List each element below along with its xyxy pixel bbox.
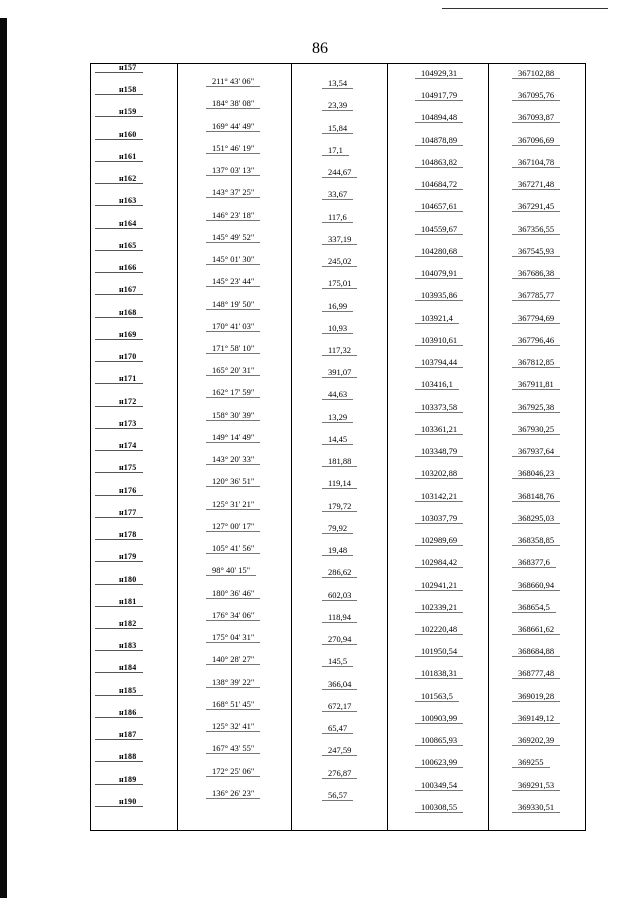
x-coordinate: 103935,86 (421, 290, 458, 301)
direction-angle: 125° 32' 41" (212, 721, 255, 732)
y-coordinate: 367911,81 (518, 379, 554, 390)
direction-angle: 137° 03' 13" (212, 165, 255, 176)
point-id: н165 (119, 240, 137, 250)
segment-length: 175,01 (328, 278, 352, 289)
segment-length: 247,59 (328, 745, 352, 756)
direction-angle: 149° 14' 49" (212, 431, 255, 442)
y-coordinate: 369149,12 (518, 712, 555, 723)
point-id: н172 (119, 396, 137, 406)
direction-angle: 167° 43' 55" (212, 743, 255, 754)
point-id: н174 (119, 441, 137, 451)
x-coordinate: 104684,72 (421, 179, 458, 190)
x-coordinate: 103361,21 (421, 423, 458, 434)
point-id: н158 (119, 85, 137, 95)
direction-angle: 120° 36' 51" (212, 476, 255, 487)
binding-edge (0, 18, 7, 898)
direction-angle: 138° 39' 22" (212, 676, 255, 687)
segment-length: 602,03 (328, 589, 352, 600)
point-id: н171 (119, 374, 137, 384)
point-id: н160 (119, 129, 137, 139)
direction-angle: 105° 41' 56" (212, 543, 255, 554)
point-id: н166 (119, 263, 137, 273)
y-coordinate: 367104,78 (518, 156, 555, 167)
segment-length: 15,84 (328, 122, 348, 133)
point-id: н189 (119, 774, 137, 784)
x-coordinate: 104929,31 (421, 68, 458, 78)
x-coordinate: 102941,21 (421, 579, 458, 590)
segment-length: 276,87 (328, 767, 352, 778)
y-coordinate: 369255 (518, 757, 544, 768)
direction-angle: 148° 19' 50" (212, 298, 255, 309)
y-coordinate: 367794,69 (518, 312, 555, 323)
segment-length: 117,6 (328, 211, 347, 222)
direction-angle: 169° 44' 49" (212, 120, 255, 131)
y-coordinate: 367545,93 (518, 245, 555, 256)
point-id: н186 (119, 707, 137, 717)
direction-angle: 168° 51' 45" (212, 698, 255, 709)
point-id: н157 (119, 63, 137, 72)
direction-angle: 171° 58' 10" (212, 343, 255, 353)
point-id: н182 (119, 619, 137, 628)
y-coordinate: 367812,85 (518, 357, 555, 368)
y-coordinate: 367686,38 (518, 268, 555, 279)
segment-length: 672,17 (328, 700, 352, 711)
direction-angle: 162° 17' 59" (212, 387, 255, 398)
y-coordinate: 368148,76 (518, 490, 555, 501)
direction-angle: 172° 25' 06" (212, 765, 255, 776)
x-coordinate: 104878,89 (421, 134, 458, 145)
point-id: н188 (119, 752, 137, 762)
x-coordinate: 101950,54 (421, 646, 458, 657)
direction-angle: 143° 37' 25" (212, 187, 255, 198)
segment-length: 23,39 (328, 100, 348, 111)
y-coordinate: 368377,6 (518, 557, 550, 568)
point-id: н162 (119, 174, 137, 184)
segment-length: 391,07 (328, 367, 352, 378)
point-id: н181 (119, 596, 137, 606)
point-id: н179 (119, 552, 137, 562)
segment-length: 337,19 (328, 233, 352, 244)
point-id: н170 (119, 352, 137, 362)
x-coordinate: 101838,31 (421, 668, 458, 679)
direction-angle: 143° 20' 33" (212, 454, 255, 465)
point-id: н164 (119, 218, 137, 228)
x-coordinate: 104559,67 (421, 223, 458, 234)
x-coordinate: 104079,91 (421, 268, 458, 279)
direction-angle: 145° 49' 52" (212, 231, 255, 242)
y-coordinate: 367925,38 (518, 401, 555, 412)
y-coordinate: 367796,46 (518, 334, 555, 345)
direction-angle: 136° 26' 23" (212, 787, 255, 798)
coordinates-table (90, 63, 586, 831)
segment-length: 118,94 (328, 611, 352, 622)
segment-length: 117,32 (328, 345, 352, 355)
column-divider (387, 64, 388, 830)
segment-length: 17,1 (328, 144, 343, 155)
y-coordinate: 367271,48 (518, 179, 555, 190)
point-id: н159 (119, 107, 137, 117)
column-divider (291, 64, 292, 830)
x-coordinate: 104894,48 (421, 112, 458, 123)
segment-length: 286,62 (328, 567, 352, 578)
x-coordinate: 103921,4 (421, 312, 453, 323)
segment-length: 13,54 (328, 78, 348, 89)
point-id: н175 (119, 463, 137, 473)
x-coordinate: 103416,1 (421, 379, 453, 390)
y-coordinate: 368654,5 (518, 601, 550, 612)
x-coordinate: 101563,5 (421, 690, 453, 701)
x-coordinate: 103142,21 (421, 490, 458, 501)
segment-length: 119,14 (328, 478, 352, 489)
point-id: н190 (119, 796, 137, 806)
point-id: н187 (119, 730, 137, 740)
y-coordinate: 367291,45 (518, 201, 555, 212)
column-divider (488, 64, 489, 830)
x-coordinate: 100903,99 (421, 712, 458, 723)
y-coordinate: 367937,64 (518, 446, 555, 457)
direction-angle: 158° 30' 39" (212, 409, 255, 420)
x-coordinate: 104657,61 (421, 201, 458, 212)
point-id: н177 (119, 507, 137, 517)
direction-angle: 175° 04' 31" (212, 632, 255, 643)
y-coordinate: 367102,88 (518, 68, 555, 78)
direction-angle: 98° 40' 15" (212, 565, 251, 576)
segment-length: 19,48 (328, 545, 348, 556)
y-coordinate: 367095,76 (518, 90, 555, 101)
direction-angle: 180° 36' 46" (212, 587, 255, 598)
point-id: н161 (119, 151, 137, 161)
x-coordinate: 103794,44 (421, 357, 458, 368)
point-id: н183 (119, 641, 137, 651)
y-coordinate: 368777,48 (518, 668, 555, 679)
y-coordinate: 367356,55 (518, 223, 555, 234)
segment-length: 13,29 (328, 411, 348, 422)
point-id: н173 (119, 418, 137, 428)
y-coordinate: 367785,77 (518, 290, 555, 301)
segment-length: 56,57 (328, 789, 348, 800)
y-coordinate: 368046,23 (518, 468, 555, 479)
direction-angle: 184° 38' 08" (212, 98, 255, 109)
point-id: н167 (119, 285, 137, 295)
segment-length: 366,04 (328, 678, 352, 689)
x-coordinate: 104863,82 (421, 156, 458, 167)
y-coordinate: 369202,39 (518, 735, 555, 746)
x-coordinate: 100349,54 (421, 779, 458, 790)
direction-angle: 211° 43' 06" (212, 76, 255, 87)
direction-angle: 146° 23' 18" (212, 209, 255, 220)
point-id: н168 (119, 307, 137, 317)
direction-angle: 145° 23' 44" (212, 276, 255, 287)
y-coordinate: 368661,62 (518, 624, 555, 634)
direction-angle: 145° 01' 30" (212, 254, 255, 265)
y-coordinate: 368660,94 (518, 579, 555, 590)
y-coordinate: 369291,53 (518, 779, 555, 790)
y-coordinate: 369330,51 (518, 801, 555, 812)
direction-angle: 127° 00' 17" (212, 520, 255, 531)
point-id: н178 (119, 530, 137, 540)
point-id: н185 (119, 685, 137, 695)
x-coordinate: 104917,79 (421, 90, 458, 101)
segment-length: 79,92 (328, 522, 348, 533)
y-coordinate: 367930,25 (518, 423, 555, 434)
y-coordinate: 367096,69 (518, 134, 555, 145)
x-coordinate: 100865,93 (421, 735, 458, 746)
y-coordinate: 368684,88 (518, 646, 555, 657)
segment-length: 10,93 (328, 322, 348, 333)
x-coordinate: 102984,42 (421, 557, 458, 568)
y-coordinate: 368358,85 (518, 535, 555, 546)
segment-length: 33,67 (328, 189, 348, 200)
x-coordinate: 102339,21 (421, 601, 458, 612)
direction-angle: 170° 41' 03" (212, 320, 255, 331)
direction-angle: 125° 31' 21" (212, 498, 255, 509)
segment-length: 244,67 (328, 167, 352, 178)
segment-length: 145,5 (328, 656, 348, 667)
x-coordinate: 103348,79 (421, 446, 458, 457)
x-coordinate: 103373,58 (421, 401, 458, 412)
point-id: н163 (119, 196, 137, 206)
y-coordinate: 368295,03 (518, 512, 555, 523)
direction-angle: 140° 28' 27" (212, 654, 255, 665)
segment-length: 270,94 (328, 634, 352, 645)
x-coordinate: 102989,69 (421, 535, 458, 546)
header-rule (442, 8, 608, 9)
x-coordinate: 103037,79 (421, 512, 458, 523)
y-coordinate: 367093,87 (518, 112, 555, 123)
direction-angle: 176° 34' 06" (212, 609, 255, 620)
x-coordinate: 104280,68 (421, 245, 458, 256)
segment-length: 65,47 (328, 723, 348, 734)
point-id: н176 (119, 485, 137, 495)
x-coordinate: 100623,99 (421, 757, 458, 768)
segment-length: 181,88 (328, 456, 352, 467)
column-divider (177, 64, 178, 830)
x-coordinate: 103910,61 (421, 334, 458, 345)
direction-angle: 151° 46' 19" (212, 142, 255, 153)
point-id: н169 (119, 329, 137, 339)
y-coordinate: 369019,28 (518, 690, 555, 701)
x-coordinate: 102220,48 (421, 624, 458, 634)
segment-length: 16,99 (328, 300, 348, 311)
page-number: 86 (312, 40, 328, 57)
x-coordinate: 103202,88 (421, 468, 458, 479)
x-coordinate: 100308,55 (421, 801, 458, 812)
point-id: н180 (119, 574, 137, 584)
segment-length: 179,72 (328, 500, 352, 511)
segment-length: 14,45 (328, 433, 348, 444)
direction-angle: 165° 20' 31" (212, 365, 255, 376)
segment-length: 44,63 (328, 389, 348, 400)
segment-length: 245,02 (328, 256, 352, 267)
point-id: н184 (119, 663, 137, 673)
